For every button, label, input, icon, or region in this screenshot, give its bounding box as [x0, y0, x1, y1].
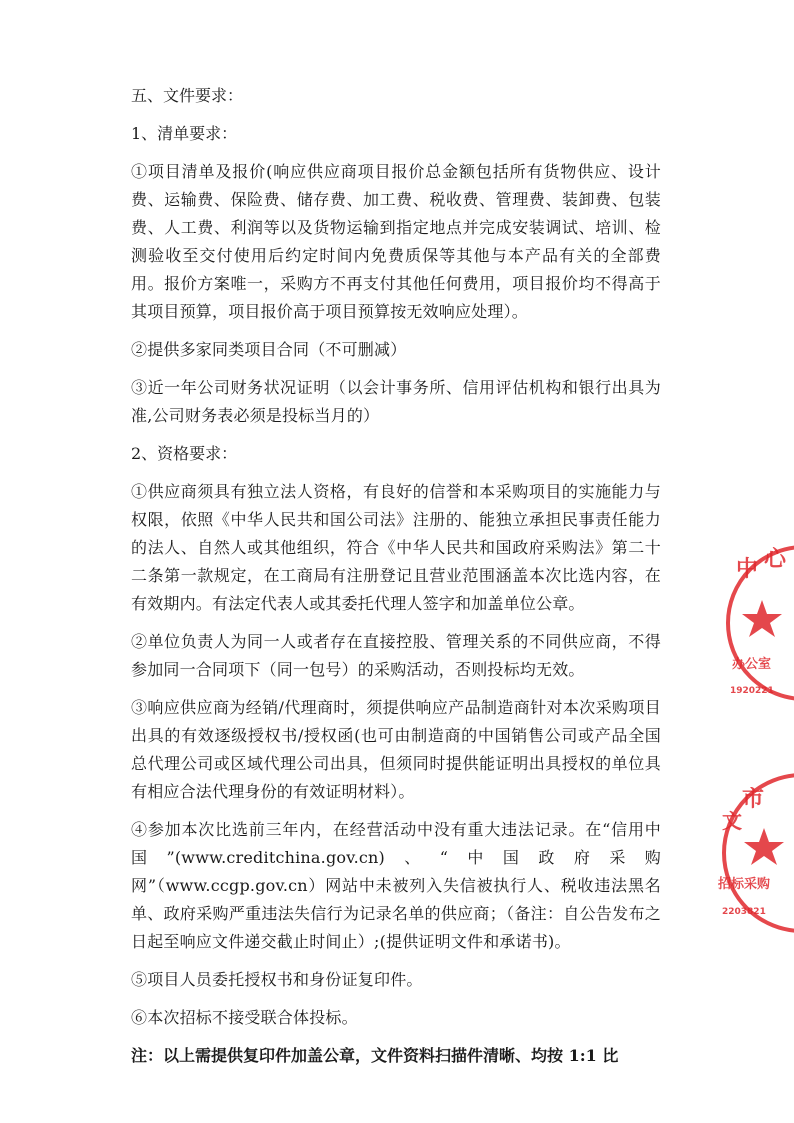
svg-text:2203821: 2203821 [722, 907, 766, 917]
svg-text:心: 心 [764, 547, 787, 572]
svg-text:文: 文 [722, 809, 742, 833]
document-body [131, 82, 661, 1070]
svg-text:市: 市 [742, 787, 765, 812]
svg-text:1920221: 1920221 [730, 686, 774, 696]
qualification-item-record: ④参加本次比选前三年内，在经营活动中没有重大违法记录。在“信用中国”(www.creditchina.gov.cn)、“中国政府采购网”（www.ccgp.gov.cn）网站中未被列入失信被执行人、税收违法黑名单、政府采购严重违法失信行为记录名单的供应商；（备注：自公告发布之日起至响应文件递交截止时间止）;(提供证明文件和承诺书)。 [131, 820, 661, 951]
qualification-item-legal: ①供应商须具有独立法人资格，有良好的信誉和本采购项目的实施能力与权限，依照《中华人民共和国公司法》注册的、能独立承担民事责任能力的法人、自然人或其他组织，符合《中华人民共和国政府采购法》第二十二条第一款规定，在工商局有注册登记且营业范围涵盖本次比选内容，在有效期内。有法定代表人或其委托代理人签字和加盖单位公章。 [131, 482, 661, 613]
official-seal-stamp [722, 538, 794, 708]
qualification-item-consortium: ⑥本次招标不接受联合体投标。 [131, 1008, 358, 1027]
list-item-contracts: ②提供多家同类项目合同（不可删减） [131, 340, 407, 359]
list-item-quote: ①项目清单及报价(响应供应商项目报价总金额包括所有货物供应、设计费、运输费、保险费、储存费、加工费、税收费、管理费、装卸费、包装费、人工费、利润等以及货物运输到指定地点并完成安装调试、培训、检测验收至交付使用后约定时间内免费质保等其他与本产品有关的全部费用。报价方案唯一，采购方不再支付其他任何费用，项目报价均不得高于其项目预算，项目报价高于项目预算按无效响应处理）。 [131, 162, 661, 321]
svg-text:中: 中 [736, 557, 759, 582]
section-heading: 五、文件要求： [131, 86, 244, 105]
qualification-heading: 2、资格要求： [131, 444, 238, 463]
list-item-finance: ③近一年公司财务状况证明（以会计事务所、信用评估机构和银行出具为准,公司财务表必须是投标当月的） [131, 378, 661, 425]
svg-text:招标采购: 招标采购 [718, 877, 771, 892]
qualification-item-agent: ③响应供应商为经销/代理商时，须提供响应产品制造商针对本次采购项目出具的有效逐级授权书/授权函(也可由制造商的中国销售公司或产品全国总代理公司或区域代理公司出具，但须同时提供能证明出具授权的单位具有相应合法代理身份的有效证明材料）。 [131, 698, 661, 801]
qualification-item-personnel: ⑤项目人员委托授权书和身份证复印件。 [131, 970, 423, 989]
svg-text:办公室: 办公室 [732, 657, 772, 672]
note-text: 注：以上需提供复印件加盖公章，文件资料扫描件清晰、均按 1:1 比 [131, 1046, 619, 1065]
list-requirements-heading: 1、清单要求： [131, 124, 238, 143]
qualification-item-control: ②单位负责人为同一人或者存在直接控股、管理关系的不同供应商，不得参加同一合同项下（同一包号）的采购活动，否则投标均无效。 [131, 632, 661, 679]
official-seal-stamp [712, 768, 794, 938]
